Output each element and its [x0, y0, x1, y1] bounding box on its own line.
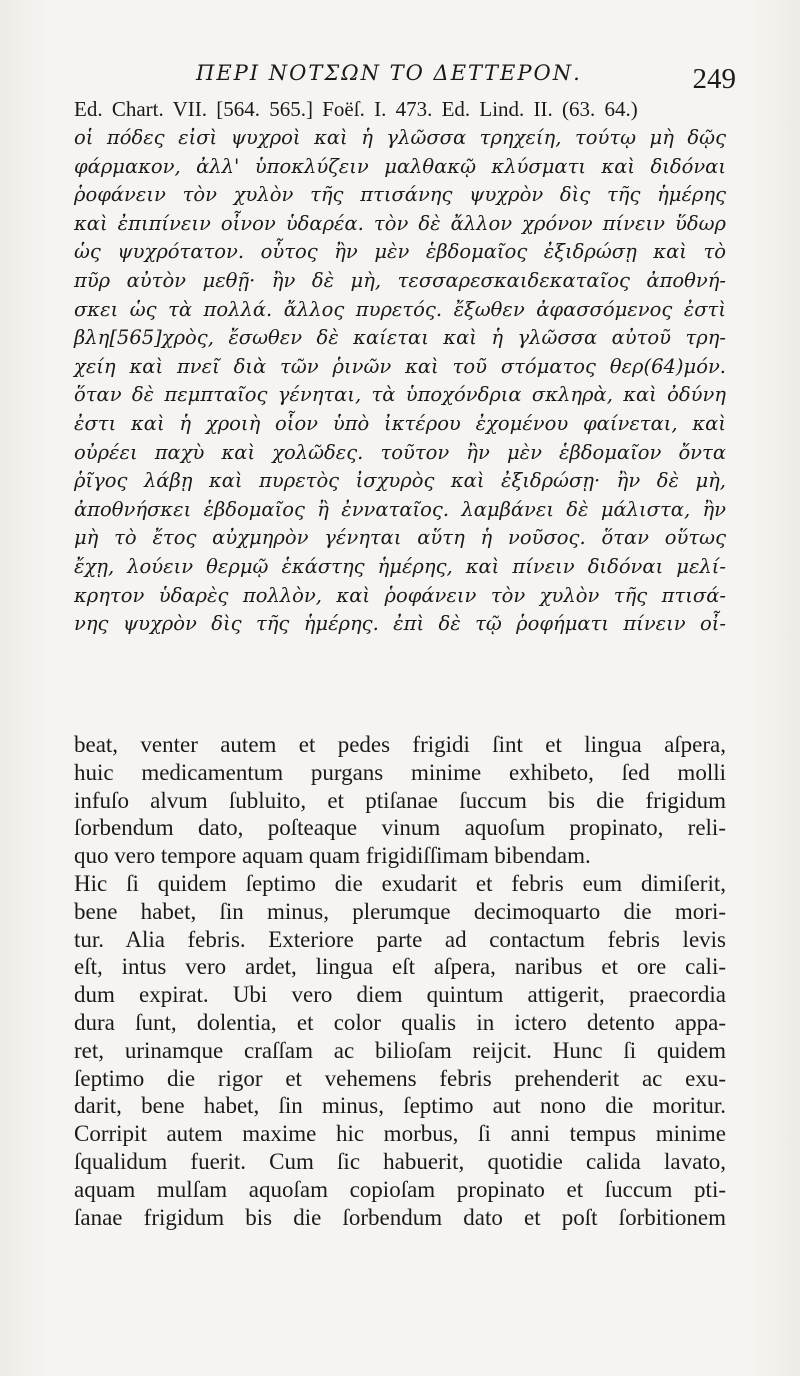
latin-line: ſanae frigidum bis die ſorbendum dato et poſt ſorbitionem [74, 1204, 726, 1230]
latin-line: infuſo alvum ſubluito, et ptiſanae ſuccum bis die frigidum [74, 787, 726, 813]
greek-line: φάρμακον, ἀλλ' ὑποκλύζειν μαλθακῷ κλύσματι καὶ διδόναι [74, 154, 726, 178]
latin-line: aquam mulſam aquoſam copioſam propinato et ſuccum pti- [74, 1176, 726, 1202]
greek-text-block [74, 124, 726, 639]
latin-line: dum expirat. Ubi vero diem quintum attigerit, praecordia [74, 982, 726, 1008]
running-title: ΠΕΡΙ ΝΟΤΣΩΝ ΤΟ ΔΕΤΤΕΡΟΝ. [196, 61, 582, 85]
greek-line: πῦρ αὐτὸν μεθῇ· ἢν δὲ μὴ, τεσσαρεσκαιδεκαταῖος ἀποθνή- [74, 268, 726, 292]
latin-line: eſt, intus vero ardet, lingua eſt aſpera, naribus et ore cali- [74, 954, 726, 980]
greek-line: ῥῖγος λάβῃ καὶ πυρετὸς ἰσχυρὸς καὶ ἐξιδρώσῃ· ἢν δὲ μὴ, [74, 469, 726, 493]
greek-line: καὶ ἐπιπίνειν οἶνον ὑδαρέα. τὸν δὲ ἄλλον χρόνον πίνειν ὕδωρ [74, 211, 726, 235]
greek-line: ἀποθνήσκει ἑβδομαῖος ἢ ἐνναταῖος. λαμβάνει δὲ μάλιστα, ἢν [74, 497, 726, 521]
latin-line: dura ſunt, dolentia, et color qualis in ictero detento appa- [74, 1009, 726, 1035]
page-header [0, 58, 800, 98]
latin-line: Corripit autem maxime hic morbus, ſi anni tempus minime [74, 1121, 726, 1147]
latin-text-block [74, 731, 726, 1231]
greek-line: χείη καὶ πνεῖ διὰ τῶν ῥινῶν καὶ τοῦ στόματος θερ(64)μόν. [74, 354, 726, 378]
latin-line: darit, bene habet, ſin minus, ſeptimo aut nono die moritur. [74, 1093, 726, 1119]
latin-line: huic medicamentum purgans minime exhibeto, ſed molli [74, 759, 726, 785]
latin-line: bene habet, ſin minus, plerumque decimoquarto die mori- [74, 898, 726, 924]
latin-line: tur. Alia febris. Exteriore parte ad contactum febris levis [74, 926, 726, 952]
greek-line: νης ψυχρὸν δὶς τῆς ἡμέρης. ἐπὶ δὲ τῷ ῥοφήματι πίνειν οἶ- [74, 612, 726, 636]
latin-line: ret, urinamque craſſam ac bilioſam reijcit. Hunc ſi quidem [74, 1037, 726, 1063]
greek-line: κρητον ὑδαρὲς πολλὸν, καὶ ῥοφάνειν τὸν χυλὸν τῆς πτισά- [74, 583, 726, 607]
greek-line: οἱ πόδες εἰσὶ ψυχροὶ καὶ ἡ γλῶσσα τρηχείη, τούτῳ μὴ δῷς [74, 126, 726, 149]
edition-references: Ed. Chart. VII. [564. 565.] Foëſ. I. 473. Ed. Lind. II. (63. 64.) [74, 97, 638, 121]
latin-line: quo vero tempore aquam quam frigidiſſimam bibendam. [74, 843, 591, 869]
greek-line: σκει ὡς τὰ πολλά. ἄλλος πυρετός. ἔξωθεν ἀφασσόμενος ἐστὶ [74, 297, 726, 321]
greek-line: ὅταν δὲ πεμπταῖος γένηται, τὰ ὑποχόνδρια σκληρὰ, καὶ ὀδύνη [74, 383, 726, 407]
page-number: 249 [692, 63, 736, 95]
greek-line: μὴ τὸ ἔτος αὐχμηρὸν γένηται αὕτη ἡ νοῦσος. ὅταν οὕτως [74, 526, 726, 550]
greek-line: ἔχῃ, λούειν θερμῷ ἑκάστης ἡμέρης, καὶ πίνειν διδόναι μελί- [74, 554, 726, 578]
greek-line: βλη[565]χρὸς, ἔσωθεν δὲ καίεται καὶ ἡ γλῶσσα αὐτοῦ τρη- [74, 326, 726, 350]
latin-line: beat, venter autem et pedes frigidi ſint et lingua aſpera, [74, 732, 726, 757]
greek-line: οὐρέει παχὺ καὶ χολῶδες. τοῦτον ἢν μὲν ἑβδομαῖον ὄντα [74, 440, 726, 464]
greek-line: ὡς ψυχρότατον. οὗτος ἢν μὲν ἑβδομαῖος ἐξιδρώσῃ καὶ τὸ [74, 240, 726, 264]
greek-line: ῥοφάνειν τὸν χυλὸν τῆς πτισάνης ψυχρὸν δὶς τῆς ἡμέρης [74, 183, 726, 207]
greek-line: ἐστι καὶ ἡ χροιὴ οἷον ὑπὸ ἰκτέρου ἐχομένου φαίνεται, καὶ [74, 411, 726, 435]
latin-line: ſqualidum fuerit. Cum ſic habuerit, quotidie calida lavato, [74, 1148, 726, 1174]
latin-line: Hic ſi quidem ſeptimo die exudarit et febris eum dimiſerit, [74, 870, 726, 896]
latin-line: ſorbendum dato, poſteaque vinum aquoſum propinato, reli- [74, 815, 726, 841]
latin-line: ſeptimo die rigor et vehemens febris prehenderit ac exu- [74, 1065, 726, 1091]
